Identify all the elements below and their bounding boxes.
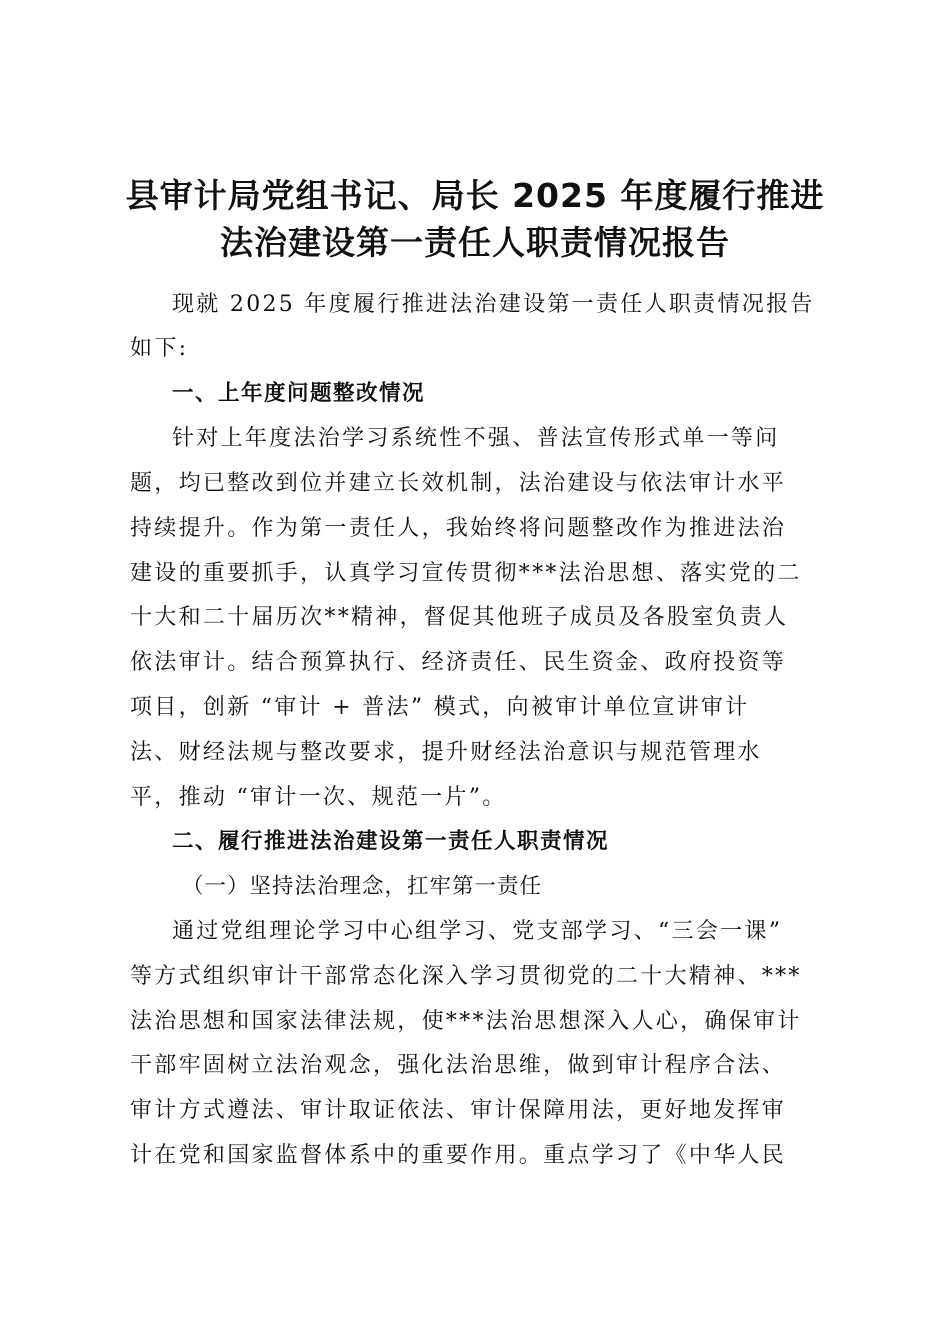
section-1-line: 建设的重要抓手，认真学习宣传贯彻***法治思想、落实党的二 xyxy=(130,561,802,586)
section-2-1-line: 干部牢固树立法治观念，强化法治思维，做到审计程序合法、 xyxy=(130,1053,787,1078)
section-1-line: 依法审计。结合预算执行、经济责任、民生资金、政府投资等 xyxy=(130,650,787,675)
section-1-line: 针对上年度法治学习系统性不强、普法宣传形式单一等问 xyxy=(172,426,780,451)
section-2-1-line: 法治思想和国家法律法规，使***法治思想深入人心，确保审计 xyxy=(130,1009,802,1034)
section-1-line: 题，均已整改到位并建立长效机制，法治建设与依法审计水平 xyxy=(130,471,787,496)
section-1-heading: 一、上年度问题整改情况 xyxy=(172,381,426,406)
section-1-line: 持续提升。作为第一责任人，我始终将问题整改作为推进法治 xyxy=(130,516,787,541)
section-2-1-line: 通过党组理论学习中心组学习、党支部学习、“三会一课” xyxy=(172,919,783,944)
section-2-1-line: 审计方式遵法、审计取证依法、审计保障用法，更好地发挥审 xyxy=(130,1098,787,1123)
intro-line-2: 如下: xyxy=(130,336,189,361)
section-1-line: 平，推动 “审计一次、规范一片”。 xyxy=(130,785,507,810)
intro-line-1: 现就 2025 年度履行推进法治建设第一责任人职责情况报告 xyxy=(172,292,815,317)
section-2-1-line: 计在党和国家监督体系中的重要作用。重点学习了《中华人民 xyxy=(130,1143,787,1168)
section-1-line: 项目，创新 “审计 + 普法” 模式，向被审计单位宣讲审计 xyxy=(130,695,750,720)
document-title-line-1: 县审计局党组书记、局长 2025 年度履行推进 xyxy=(125,176,825,215)
document-title-line-2: 法治建设第一责任人职责情况报告 xyxy=(220,223,730,262)
section-1-line: 十大和二十届历次**精神，督促其他班子成员及各股室负责人 xyxy=(130,605,789,630)
section-2-1-line: 等方式组织审计干部常态化深入学习贯彻党的二十大精神、*** xyxy=(130,964,802,989)
section-1-line: 法、财经法规与整改要求，提升财经法治意识与规范管理水 xyxy=(130,740,762,765)
section-2-subheading-1: （一）坚持法治理念，扛牢第一责任 xyxy=(182,874,543,899)
section-2-heading: 二、履行推进法治建设第一责任人职责情况 xyxy=(172,829,610,854)
